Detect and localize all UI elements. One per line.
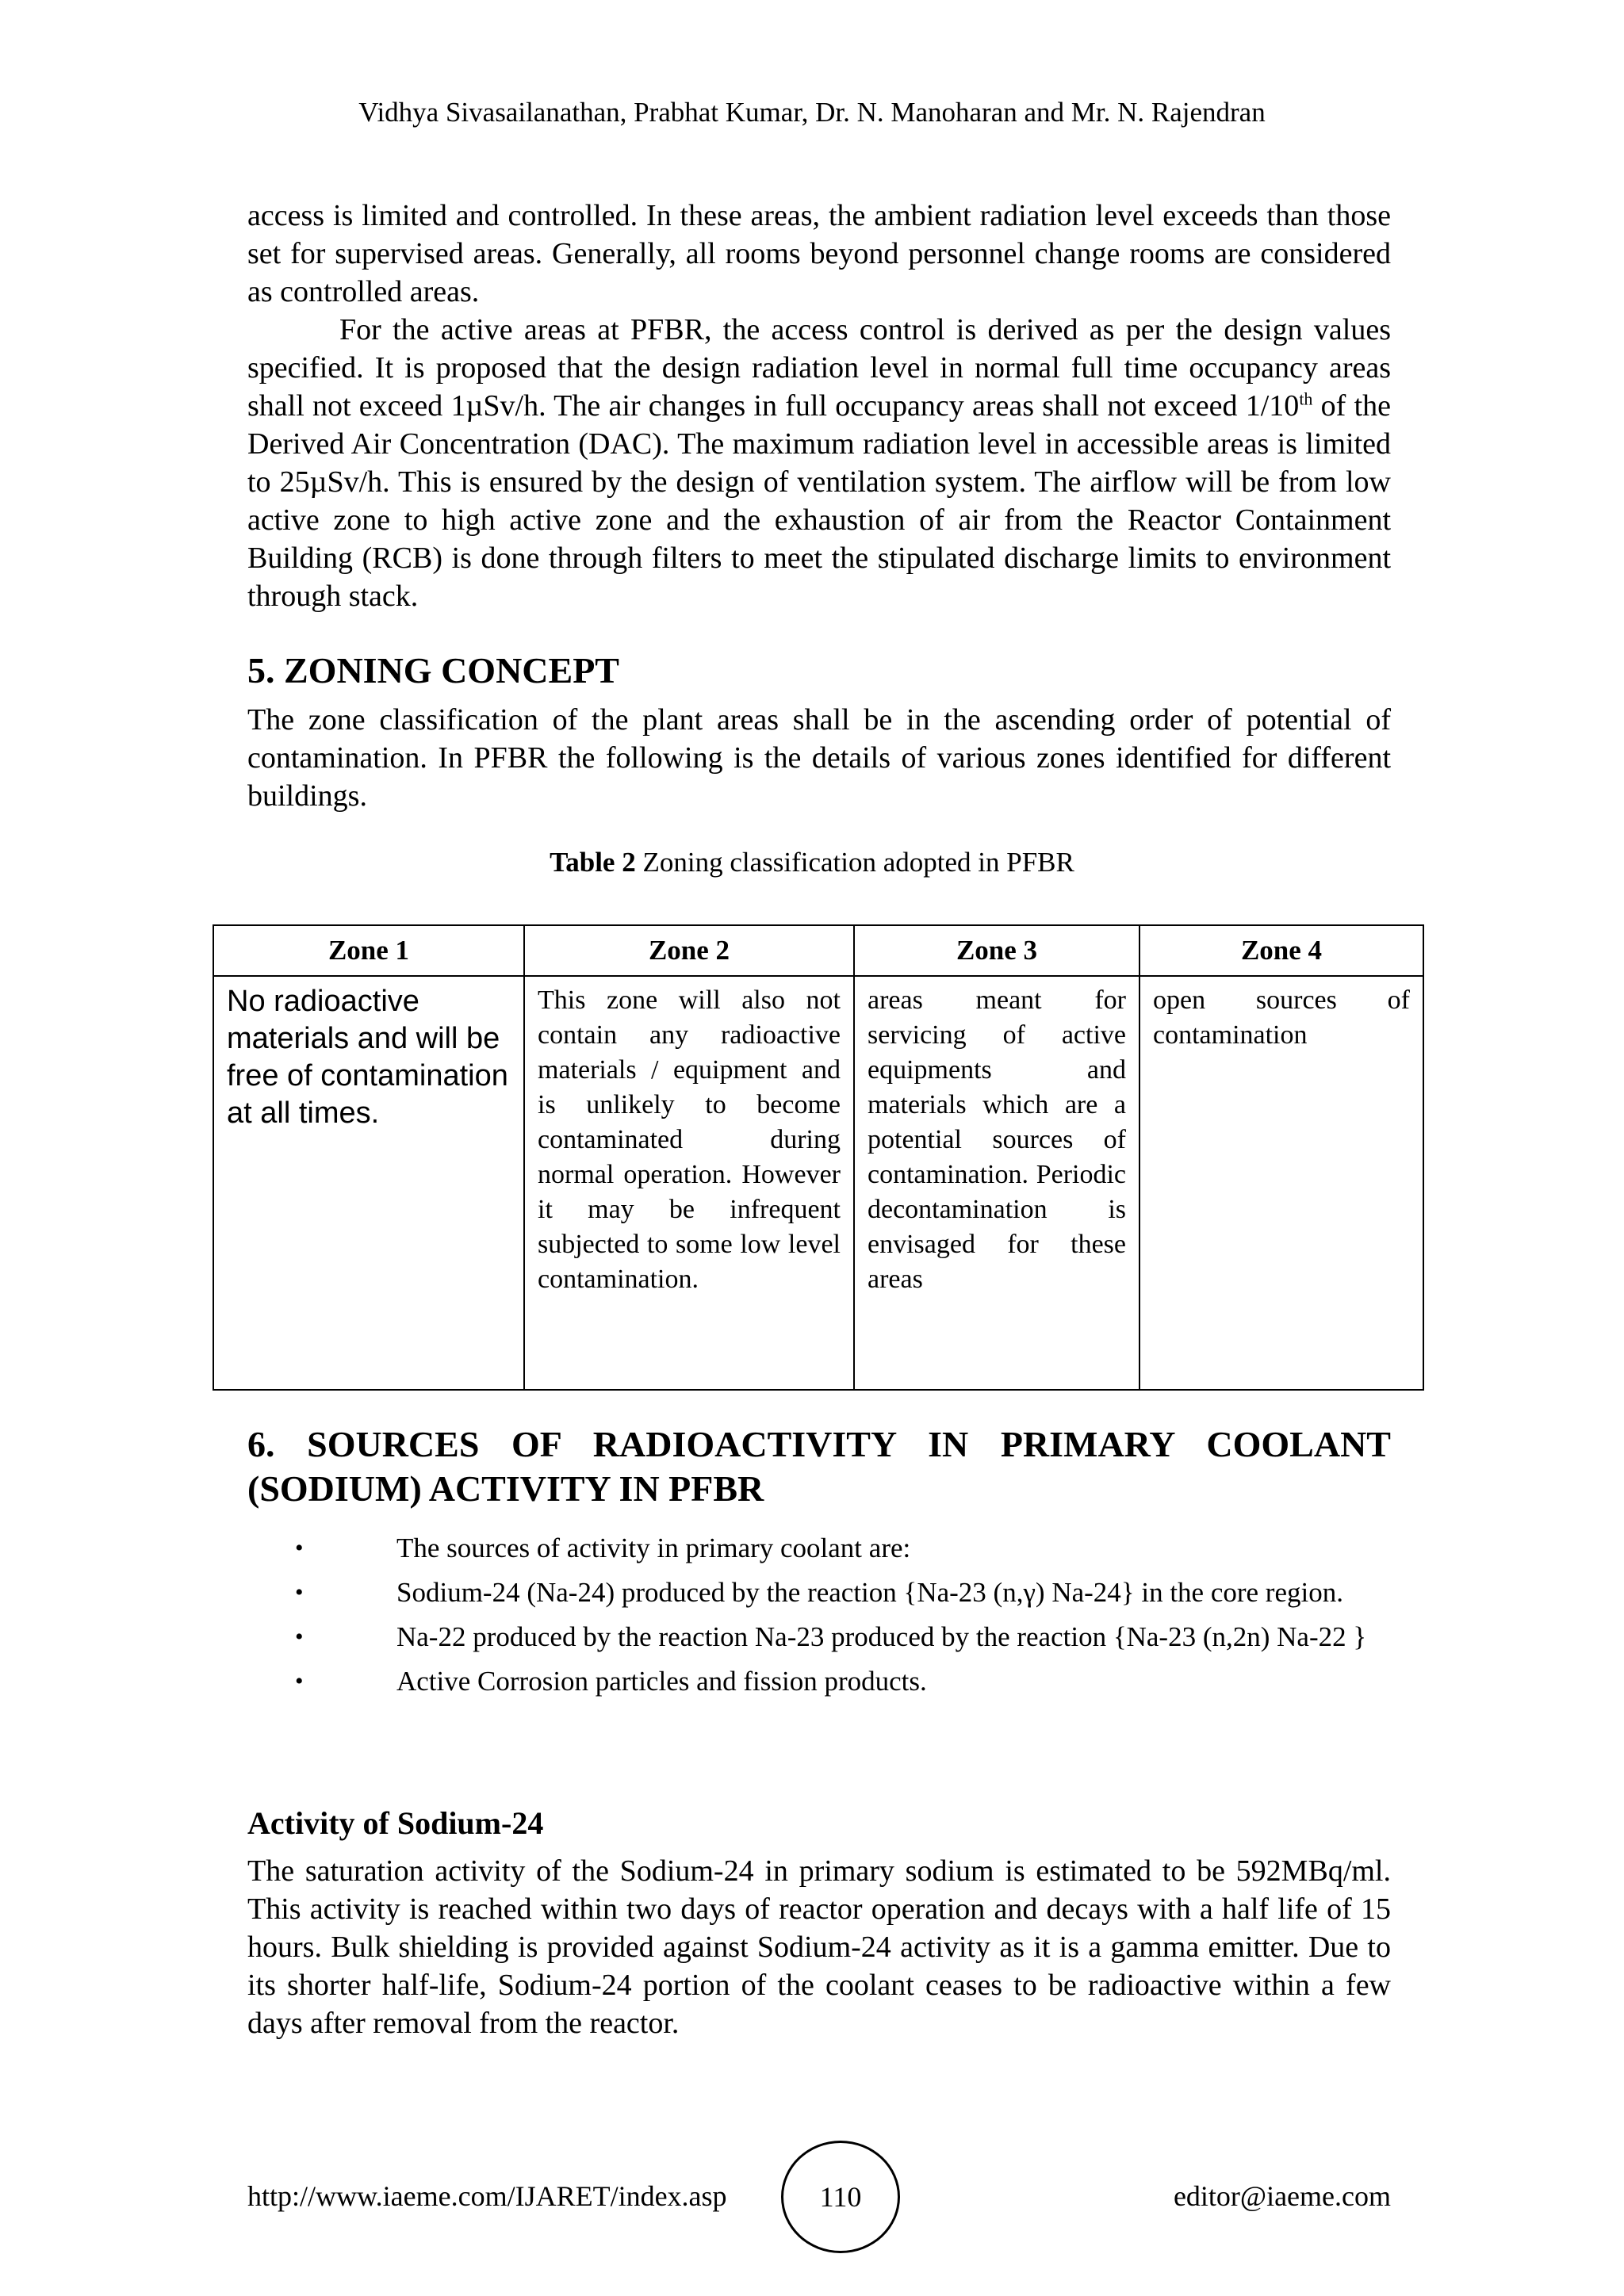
bullet-icon: • <box>295 1668 304 1694</box>
list-item: • The sources of activity in primary coolant are: <box>247 1530 1391 1567</box>
section-5-paragraph: The zone classification of the plant areas shall be in the ascending order of potential of contamination. In PFBR the following is the details of various zones identified for different buildings. <box>247 703 1391 813</box>
zone-3-description: areas meant for servicing of active equipments and materials which are a potential sources of contamination. Periodic decontamination is envisaged for these areas <box>854 976 1139 1390</box>
section-6-heading: 6. SOURCES OF RADIOACTIVITY IN PRIMARY COOLANT (SODIUM) ACTIVITY IN PFBR <box>247 1424 1391 1509</box>
zone-2-description: This zone will also not contain any radioactive materials / equipment and is unlikely to become contaminated during normal operation. However it may be infrequent subjected to some low level contamination. <box>524 976 854 1390</box>
intro-paragraph-2: For the active areas at PFBR, the access control is derived as per the design values specified. It is proposed that the design radiation level in normal full time occupancy areas shall not exceed 1µSv/h. The air changes in full occupancy areas shall not exceed 1/10th of the Derived Air Concentration (DAC). The maximum radiation level in accessible areas is limited to 25µSv/h. This is ensured by the design of ventilation system. The airflow will be from low active zone to high active zone and the exhaustion of air from the Reactor Containment Building (RCB) is done through filters to meet the stipulated discharge limits to environment through stack. <box>247 313 1391 613</box>
table-caption: Table 2 Zoning classification adopted in PFBR <box>550 847 1074 878</box>
bullet-icon: • <box>295 1535 304 1561</box>
intro-paragraph-1: access is limited and controlled. In these areas, the ambient radiation level exceeds than those set for supervised areas. Generally, all rooms beyond personnel change rooms are considered as controlled areas. <box>247 199 1391 308</box>
list-item: • Na-22 produced by the reaction Na-23 produced by the reaction {Na-23 (n,2n) Na-22 } <box>247 1619 1391 1655</box>
zone-1-description: No radioactive materials and will be free of contamination at all times. <box>213 976 524 1390</box>
table-row <box>213 976 1423 1390</box>
page-number: 110 <box>781 2141 900 2253</box>
sodium-24-paragraph: The saturation activity of the Sodium-24 in primary sodium is estimated to be 592MBq/ml. This activity is reached within two days of reactor operation and decays with a half life of 15 hours. Bulk shielding is provided against Sodium-24 activity as it is a gamma emitter. Due to its shorter half-life, Sodium-24 portion of the coolant ceases to be radioactive within a few days after removal from the reactor. <box>247 1854 1391 2040</box>
bullet-icon: • <box>295 1579 304 1605</box>
footer-url-link[interactable]: http://www.iaeme.com/IJARET/index.asp <box>247 2180 727 2212</box>
section-5-heading: 5. ZONING CONCEPT <box>247 650 619 691</box>
footer-email-link[interactable]: editor@iaeme.com <box>1173 2180 1391 2212</box>
list-item: • Sodium-24 (Na-24) produced by the reaction {Na-23 (n,γ) Na-24} in the core region. <box>247 1575 1391 1611</box>
table-header-zone-2: Zone 2 <box>524 925 854 976</box>
table-header-zone-3: Zone 3 <box>854 925 1139 976</box>
sodium-24-heading: Activity of Sodium-24 <box>247 1805 544 1841</box>
list-item: • Active Corrosion particles and fission products. <box>247 1663 1391 1700</box>
intro-text <box>247 197 1391 615</box>
running-header: Vidhya Sivasailanathan, Prabhat Kumar, Dr. N. Manoharan and Mr. N. Rajendran <box>358 97 1266 128</box>
bullet-icon: • <box>295 1624 304 1650</box>
table-header-zone-1: Zone 1 <box>213 925 524 976</box>
zoning-table <box>213 924 1424 1391</box>
activity-sources-list <box>247 1530 1391 1708</box>
zone-4-description: open sources of contamination <box>1139 976 1423 1390</box>
table-header-row <box>213 925 1423 976</box>
table-header-zone-4: Zone 4 <box>1139 925 1423 976</box>
